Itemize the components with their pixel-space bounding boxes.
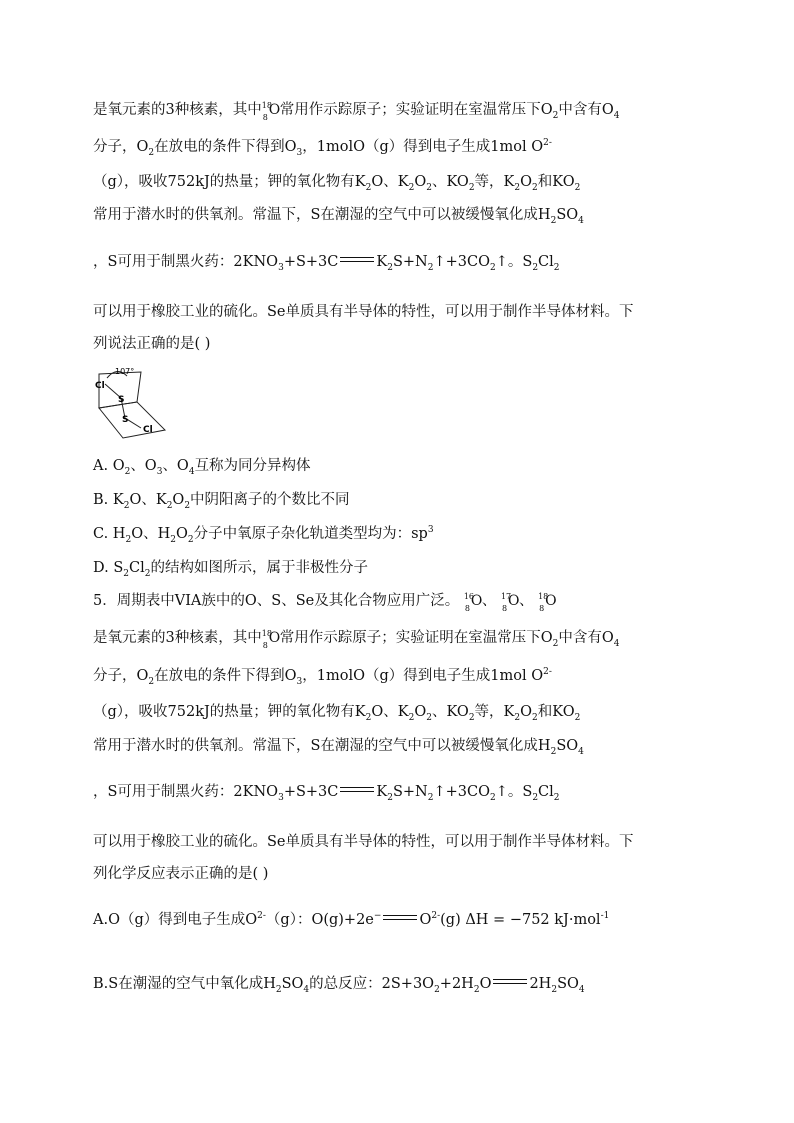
equals-sign (383, 915, 417, 920)
text-line: 可以用于橡胶工业的硫化。Se单质具有半导体的特性，可以用于制作半导体材料。下 (93, 834, 634, 850)
question-5-intro: 5．周期表中VIA族中的O、S、Se及其化合物应用广泛。 16 8 O 、 17 8 O 、 18 8 O (93, 592, 557, 613)
nuclide-o18: 18 8 O (261, 101, 281, 122)
option-c: C. $H_2O$、$H_2O_2$分子中氧原子杂化轨道类型均为：$sp^3$ (93, 525, 434, 545)
text-line: 是氧元素的3种核素，其中 18 8 O 常用作示踪原子；实验证明在室温常压下$O_2$中含有$O_4$ (93, 101, 620, 122)
cl-atom-label: Cl (95, 381, 105, 391)
nuclide-o16: 16 8 O (463, 592, 483, 613)
equals-sign (340, 257, 374, 262)
text-line: ，S可用于制黑火药：$2KNO_3+S+3C$ $K_2S+N_2↑+3CO_2↑$。$S_2Cl_2$ (93, 254, 560, 273)
text-line: 列说法正确的是( ) (93, 336, 211, 352)
nuclide-o18: 18 8 O (261, 629, 281, 650)
text-line: ，S可用于制黑火药：$2KNO_3+S+3C$ $K_2S+N_2↑+3CO_2↑$。$S_2Cl_2$ (93, 784, 560, 803)
s-atom-label: S (118, 395, 125, 405)
nuclide-o17: 17 8 O (500, 592, 520, 613)
text-line: 分子，$O_2$在放电的条件下得到$O_3$，1molO（g）得到电子生成1mol $O^{2-}$ (93, 667, 552, 687)
text-line: 可以用于橡胶工业的硫化。Se单质具有半导体的特性，可以用于制作半导体材料。下 (93, 304, 634, 320)
option-b: B.S在潮湿的空气中氧化成$H_2SO_4$的总反应：$2S+3O_2+2H_2O$ $2H_2SO_4$ (93, 976, 585, 995)
text-line: 常用于潜水时的供氧剂。常温下，S在潮湿的空气中可以被缓慢氧化成$H_2SO_4$ (93, 738, 584, 757)
option-a: A.O（g）得到电子生成$O^{2-}(g)$：O(g)+2e− $O^{2-}(g) \Delta H = -752$ kJ·mol$^{-1}$ (93, 911, 610, 928)
equals-sign (340, 787, 374, 792)
text-line: 列化学反应表示正确的是( ) (93, 866, 269, 882)
option-b: B. $K_2O$、$K_2O_2$中阴阳离子的个数比不同 (93, 492, 350, 511)
text-line: 是氧元素的3种核素，其中 18 8 O 常用作示踪原子；实验证明在室温常压下$O_2$中含有$O_4$ (93, 629, 620, 650)
equals-sign (493, 979, 527, 984)
s2cl2-structure-diagram (93, 362, 173, 442)
text-line: 常用于潜水时的供氧剂。常温下，S在潮湿的空气中可以被缓慢氧化成$H_2SO_4$ (93, 207, 584, 226)
cl-atom-label: Cl (143, 425, 153, 435)
s-atom-label: S (122, 415, 129, 425)
text-line: 分子，$O_2$在放电的条件下得到$O_3$，1molO（g）得到电子生成1mol $O^{2-}$ (93, 138, 552, 158)
text-line: （g），吸收752kJ的热量；钾的氧化物有$K_2O$、$K_2O_2$、$KO_2$等，$K_2O_2$和$KO_2$ (93, 174, 581, 193)
option-d: D. $S_2Cl_2$的结构如图所示，属于非极性分子 (93, 560, 368, 579)
option-a: A. $O_2$、$O_3$、$O_4$互称为同分异构体 (93, 458, 311, 477)
nuclide-o18: 18 8 O (538, 592, 557, 613)
text-line: （g），吸收752kJ的热量；钾的氧化物有$K_2O$、$K_2O_2$、$KO_2$等，$K_2O_2$和$KO_2$ (93, 704, 581, 723)
bond-angle-label: 107° (115, 367, 135, 376)
